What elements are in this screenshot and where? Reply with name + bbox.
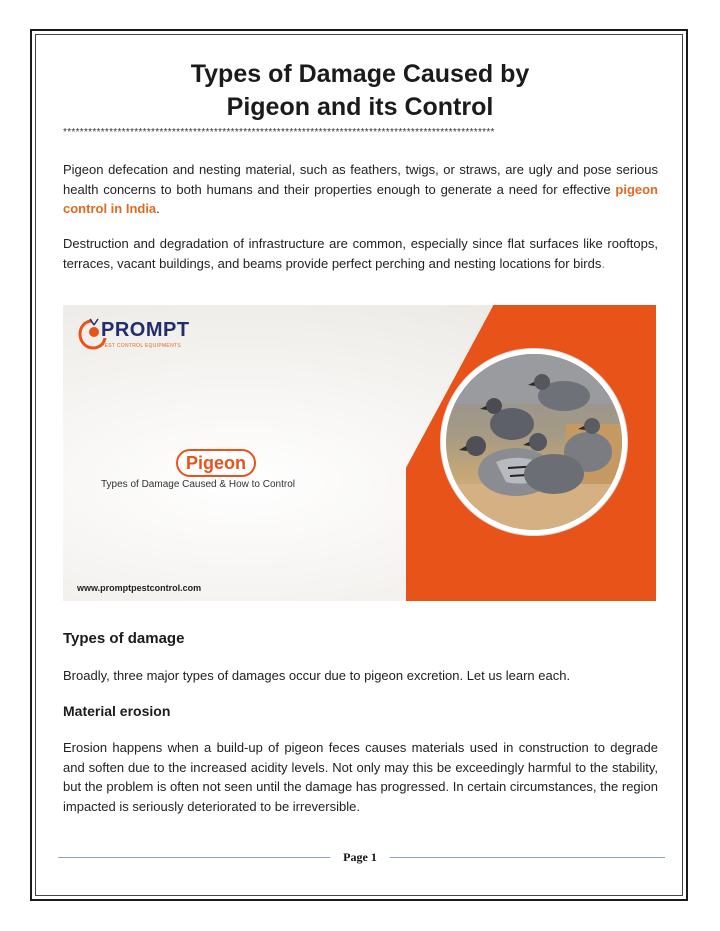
material-erosion-text: Erosion happens when a build-up of pigeon feces causes materials used in construction to degrade and soften due to the increased acidity levels. Not only may this be exceedingly harmful to the stability, but the problem is often not seen until the damage has progressed. In certain circumstances, the region impacted is seriously deteriorated to be irreversible. <box>63 740 658 814</box>
pigeons-illustration <box>446 354 622 530</box>
footer-rule-left <box>58 857 330 858</box>
page-number: Page 1 <box>343 850 377 864</box>
title-line-1: Types of Damage Caused by <box>190 60 530 88</box>
banner-url: www.promptpestcontrol.com <box>77 583 202 593</box>
footer-rule-right <box>390 857 665 858</box>
logo-wordmark: PROMPT <box>101 319 190 341</box>
logo-tagline: PEST CONTROL EQUIPMENTS <box>101 343 181 349</box>
types-of-damage-text: Broadly, three major types of damages occur due to pigeon excretion. Let us learn each. <box>63 668 571 683</box>
title-line-2: Pigeon and its Control <box>226 93 494 121</box>
types-of-damage-heading: Types of damage <box>63 630 185 647</box>
infrastructure-paragraph <box>63 234 658 273</box>
intro-text: Pigeon defecation and nesting material, such as feathers, twigs, or straws, are ugly and pose serious health concerns to both humans and their properties enough to generate a need for effective <box>63 162 658 197</box>
infrastructure-text-end: . <box>601 255 605 271</box>
pigeon-control-link[interactable]: pigeon control in India <box>63 181 658 216</box>
promo-banner-image <box>63 305 656 601</box>
material-erosion-heading: Material erosion <box>63 703 171 719</box>
prompt-logo <box>77 317 207 357</box>
star-separator: ******************************************************************************************************* <box>63 127 495 138</box>
intro-text-end: . <box>156 201 160 216</box>
banner-subtitle: Types of Damage Caused & How to Control <box>101 479 295 490</box>
intro-paragraph <box>63 160 658 219</box>
document-title <box>40 58 680 124</box>
pigeon-pill-label: Pigeon <box>176 449 256 477</box>
infrastructure-text: Destruction and degradation of infrastructure are common, especially since flat surfaces like rooftops, terraces, vacant buildings, and beams provide perfect perching and nesting locations for birds <box>63 236 658 271</box>
pigeons-photo <box>441 349 627 535</box>
